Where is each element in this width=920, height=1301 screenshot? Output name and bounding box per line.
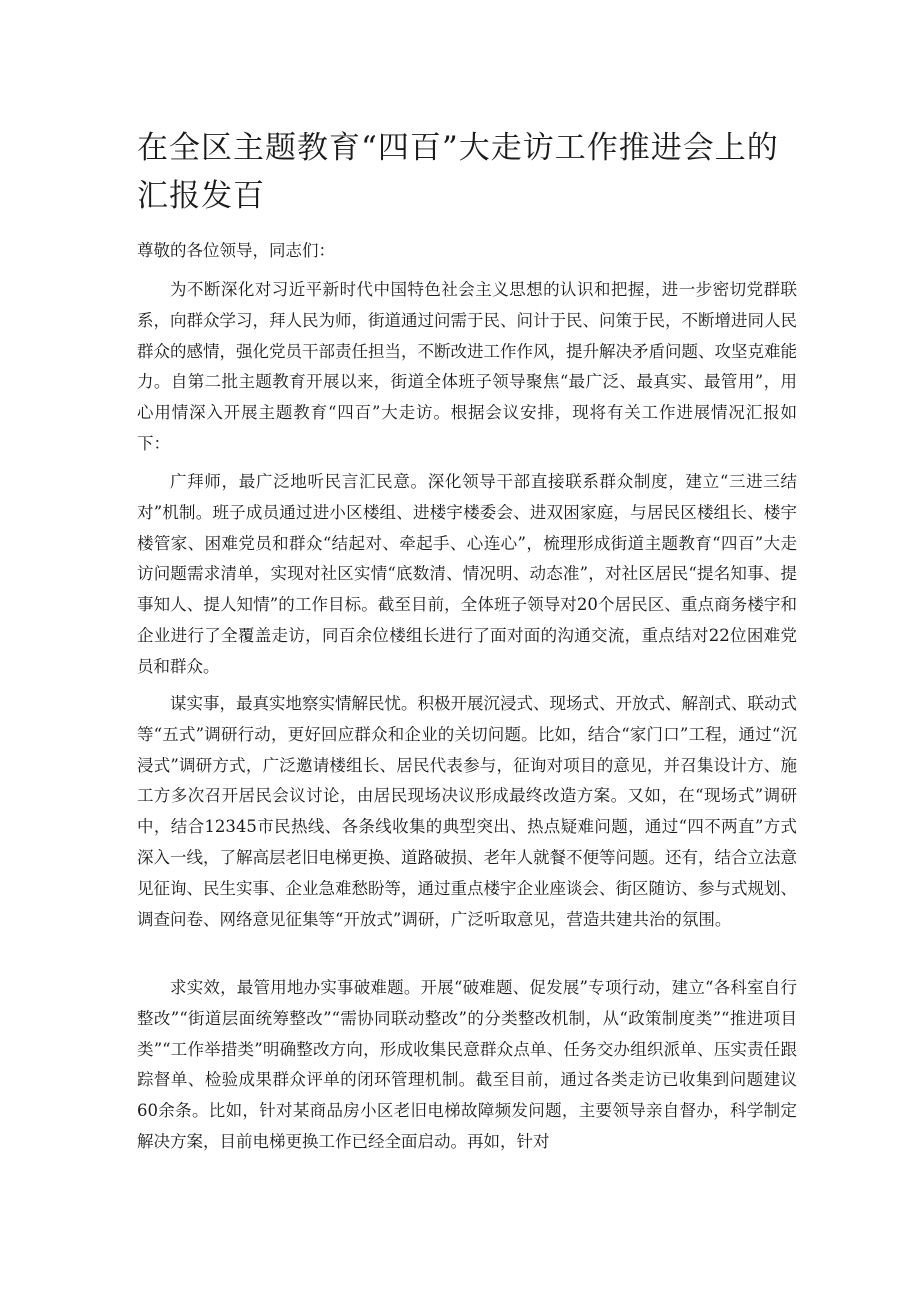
salutation: 尊敬的各位领导，同志们： bbox=[137, 241, 335, 260]
paragraph-visit-teachers: 广拜师，最广泛地听民言汇民意。深化领导干部直接联系群众制度，建立“三进三结对”机制。班子成员通过进小区楼组、进楼宇楼委会、进双困家庭，与居民区楼组长、楼宇楼管家、困难党员和群众“结起对、牵起手、心连心”，梳理形成街道主题教育“四百”大走访问题需求清单，实现对社区实情“底数清、情况明、动态准”，对社区居民“提名知事、提事知人、提人知情”的工作目标。截至目前，全体班子领导对20个居民区、重点商务楼宇和企业进行了全覆盖走访，同百余位楼组长进行了面对面的沟通交流，重点结对22位困难党员和群众。 bbox=[137, 472, 797, 676]
document-title: 在全区主题教育“四百”大走访工作推进会上的汇报发百 bbox=[137, 130, 779, 214]
paragraph-plan-practical-matters: 谋实事，最真实地察实情解民忧。积极开展沉浸式、现场式、开放式、解剖式、联动式等“五式”调研行动，更好回应群众和企业的关切问题。比如，结合“家门口”工程，通过“沉浸式”调研方式，广泛邀请楼组长、居民代表参与，征询对项目的意见，并召集设计方、施工方多次召开居民会议讨论，由居民现场决议形成最终改造方案。又如，在“现场式”调研中，结合12345市民热线、各条线收集的典型突出、热点疑难问题，通过“四不两直”方式深入一线，了解高层老旧电梯更换、道路破损、老年人就餐不便等问题。还有，结合立法意见征询、民生实事、企业急难愁盼等，通过重点楼宇企业座谈会、街区随访、参与式规划、调查问卷、网络意见征集等“开放式”调研，广泛听取意见，营造共建共治的氛围。 bbox=[137, 694, 797, 929]
paragraph-intro: 为不断深化对习近平新时代中国特色社会主义思想的认识和把握，进一步密切党群联系，向群众学习，拜人民为师，街道通过问需于民、问计于民、问策于民，不断增进同人民群众的感情，强化党员干部责任担当，不断改进工作作风，提升解决矛盾问题、攻坚克难能力。自第二批主题教育开展以来，街道全体班子领导聚焦“最广泛、最真实、最管用”，用心用情深入开展主题教育“四百”大走访。根据会议安排，现将有关工作进展情况汇报如下： bbox=[137, 280, 797, 453]
paragraph-seek-results: 求实效，最管用地办实事破难题。开展“破难题、促发展”专项行动，建立“各科室自行整改”“街道层面统筹整改”“需协同联动整改”的分类整改机制，从“政策制度类”“推进项目类”“工作举措类”明确整改方向，形成收集民意群众点单、任务交办组织派单、压实责任跟踪督单、检验成果群众评单的闭环管理机制。截至目前，通过各类走访已收集到问题建议60余条。比如，针对某商品房小区老旧电梯故障频发问题，主要领导亲自督办，科学制定解决方案，目前电梯更换工作已经全面启动。再如，针对 bbox=[137, 978, 797, 1151]
